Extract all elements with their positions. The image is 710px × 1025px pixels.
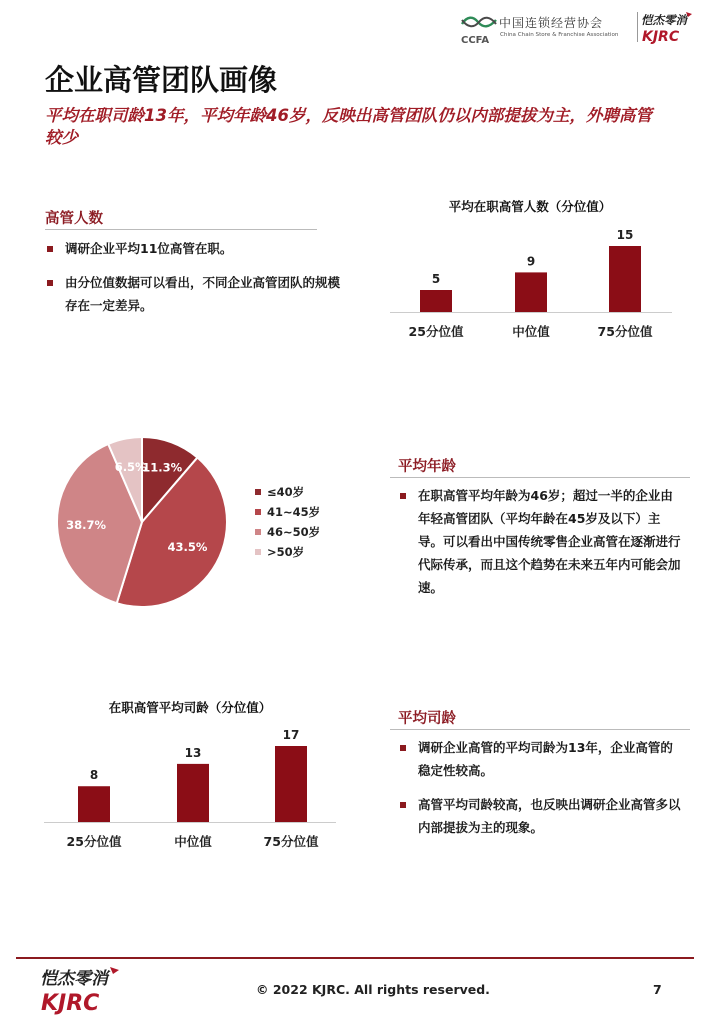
- avg-age-rule: [390, 477, 690, 478]
- x-tick-label: 中位值: [512, 324, 550, 339]
- legend-item: [255, 482, 320, 502]
- x-tick-label: 中位值: [174, 834, 212, 849]
- bullet-text: 调研企业高管的平均司龄为13年，企业高管的稳定性较高。: [418, 740, 673, 778]
- bullet-item: [45, 271, 345, 317]
- page-subtitle: 平均在职司龄13年，平均年龄46岁，反映出高管团队仍以内部提拔为主，外聘高管较少: [45, 106, 652, 147]
- bullet-text: 在职高管平均年龄为46岁；超过一半的企业由年轻高管团队（平均年龄在45岁及以下）主导。可以看出中国传统零售企业高管在逐渐进行代际传承，而且这个趋势在未来五年内可能会加速。: [418, 488, 681, 595]
- pie-value-label: 11.3%: [142, 460, 183, 475]
- bullet-text: 调研企业平均11位高管在职。: [65, 241, 233, 256]
- kjrc-logo-bottom: [40, 964, 120, 1016]
- legend-label: >50岁: [267, 545, 305, 559]
- bar-value-label: 8: [89, 768, 99, 783]
- bullet-marker: [47, 246, 53, 252]
- legend-item: [255, 502, 320, 522]
- bar: [177, 764, 209, 822]
- bullet-item: [398, 736, 682, 782]
- legend-label: ≤40岁: [267, 485, 305, 499]
- kjrc-en-top: KJRC: [642, 29, 680, 45]
- kjrc-cn-top: 恺杰零消: [641, 13, 687, 27]
- bar: [515, 272, 547, 312]
- ccfa-mark-icon: [459, 12, 499, 46]
- tenure-chart-title: 在职高管平均司龄（分位值）: [108, 700, 272, 715]
- legend-label: 46~50岁: [267, 525, 321, 539]
- legend-item: [255, 522, 320, 542]
- bullet-marker: [400, 493, 406, 499]
- bar-value-label: 5: [431, 272, 441, 286]
- bullet-item: [398, 793, 682, 839]
- legend-swatch: [255, 489, 261, 495]
- page-number: 7: [653, 982, 662, 997]
- legend-swatch: [255, 509, 261, 515]
- pie-value-label: 38.7%: [66, 517, 107, 532]
- bar: [275, 746, 307, 822]
- x-tick-label: 75分位值: [597, 324, 653, 339]
- legend-label: 41~45岁: [267, 505, 321, 519]
- x-tick-label: 25分位值: [66, 834, 122, 849]
- pie-value-label: 6.5%: [114, 460, 147, 475]
- pie-value-label: 43.5%: [167, 540, 208, 555]
- age-distribution-pie: [50, 430, 240, 620]
- bullet-marker: [400, 802, 406, 808]
- bar-value-label: 13: [184, 745, 202, 760]
- page-title: 企业高管团队画像: [45, 63, 278, 97]
- legend-swatch: [255, 529, 261, 535]
- kjrc-cn-bottom: 恺杰零消: [40, 969, 108, 989]
- exec-count-heading: 高管人数: [45, 211, 103, 227]
- bar-value-label: 17: [282, 728, 300, 742]
- exec-count-bullets: [45, 237, 345, 328]
- ccfa-chinese-name: 中国连锁经营协会: [499, 16, 604, 30]
- header-divider: [637, 12, 638, 42]
- exec-count-chart-title: 平均在职高管人数（分位值）: [448, 199, 612, 214]
- bullet-text: 高管平均司龄较高，也反映出调研企业高管多以内部提拔为主的现象。: [418, 797, 681, 835]
- copyright: © 2022 KJRC. All rights reserved.: [256, 982, 490, 997]
- bar: [78, 786, 110, 822]
- legend-item: [255, 542, 320, 562]
- avg-tenure-heading: 平均司龄: [398, 711, 456, 727]
- bullet-text: 由分位值数据可以看出，不同企业高管团队的规模存在一定差异。: [65, 275, 341, 313]
- bar: [420, 290, 452, 312]
- avg-age-bullets: [398, 484, 682, 610]
- bullet-item: [45, 237, 345, 260]
- x-tick-label: 75分位值: [263, 834, 319, 849]
- ccfa-abbr: CCFA: [461, 35, 490, 46]
- kjrc-en-bottom: KJRC: [41, 991, 100, 1016]
- ccfa-english-name: China Chain Store & Franchise Association: [500, 32, 619, 38]
- kjrc-logo-top: [641, 11, 693, 45]
- legend-swatch: [255, 549, 261, 555]
- bullet-marker: [47, 280, 53, 286]
- avg-tenure-rule: [390, 729, 690, 730]
- footer-rule: [16, 957, 694, 959]
- avg-age-heading: 平均年龄: [398, 459, 456, 475]
- tenure-chart: [40, 720, 340, 858]
- bullet-item: [398, 484, 682, 599]
- bar: [609, 246, 641, 312]
- ccfa-logo: [459, 12, 635, 46]
- exec-count-chart: [380, 220, 680, 350]
- avg-tenure-bullets: [398, 736, 682, 850]
- exec-count-rule: [45, 229, 317, 230]
- bar-value-label: 9: [526, 254, 536, 269]
- x-tick-label: 25分位值: [408, 324, 464, 339]
- bar-value-label: 15: [616, 228, 634, 242]
- pie-legend: [255, 482, 320, 562]
- bullet-marker: [400, 745, 406, 751]
